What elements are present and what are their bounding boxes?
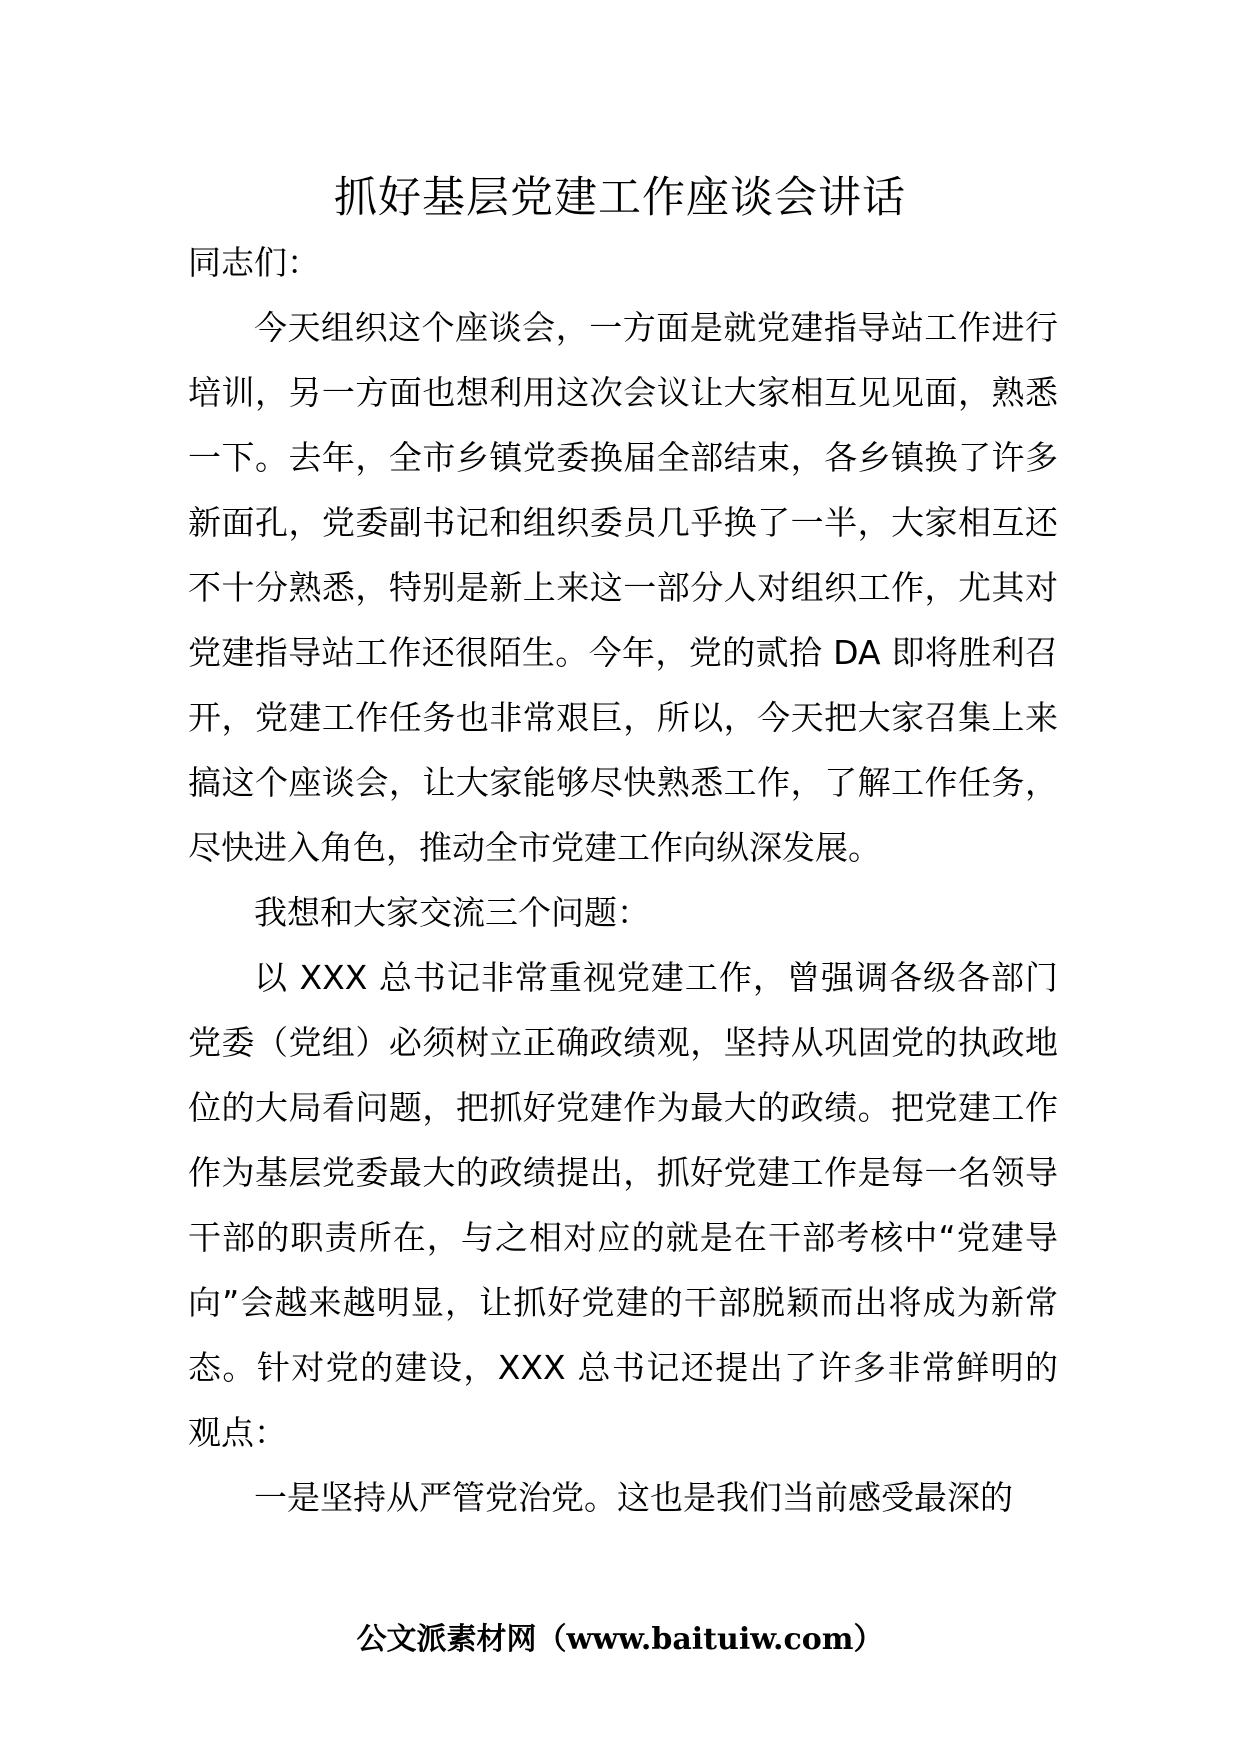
- paragraph-party-building: 以 XXX 总书记非常重视党建工作，曾强调各级各部门党委（党组）必须树立正确政绩观，坚持从巩固党的执政地位的大局看问题，把抓好党建作为最大的政绩。把党建工作作为基层党委最大的政绩提出，抓好党建工作是每一名领导干部的职责所在，与之相对应的就是在干部考核中“党建导向”会越来越明显，让抓好党建的干部脱颖而出将成为新常态。针对党的建设，XXX 总书记还提出了许多非常鲜明的观点：: [188, 958, 1058, 1452]
- document-body: [188, 230, 1058, 1530]
- source-watermark: 公文派素材网（www.baituiw.com）: [356, 1622, 884, 1657]
- salutation: 同志们：: [188, 243, 320, 282]
- paragraph-intro: 今天组织这个座谈会，一方面是就党建指导站工作进行培训，另一方面也想利用这次会议让大家相互见见面，熟悉一下。去年，全市乡镇党委换届全部结束，各乡镇换了许多新面孔，党委副书记和组织委员几乎换了一半，大家相互还不十分熟悉，特别是新上来这一部分人对组织工作，尤其对党建指导站工作还很陌生。今年，党的贰拾 DA 即将胜利召开，党建工作任务也非常艰巨，所以，今天把大家召集上来搞这个座谈会，让大家能够尽快熟悉工作，了解工作任务，尽快进入角色，推动全市党建工作向纵深发展。: [188, 308, 1058, 867]
- paragraph-point-one: 一是坚持从严管党治党。这也是我们当前感受最深的: [254, 1478, 1013, 1517]
- paragraph-topics: 我想和大家交流三个问题：: [254, 893, 650, 932]
- document-title: 抓好基层党建工作座谈会讲话: [334, 173, 906, 223]
